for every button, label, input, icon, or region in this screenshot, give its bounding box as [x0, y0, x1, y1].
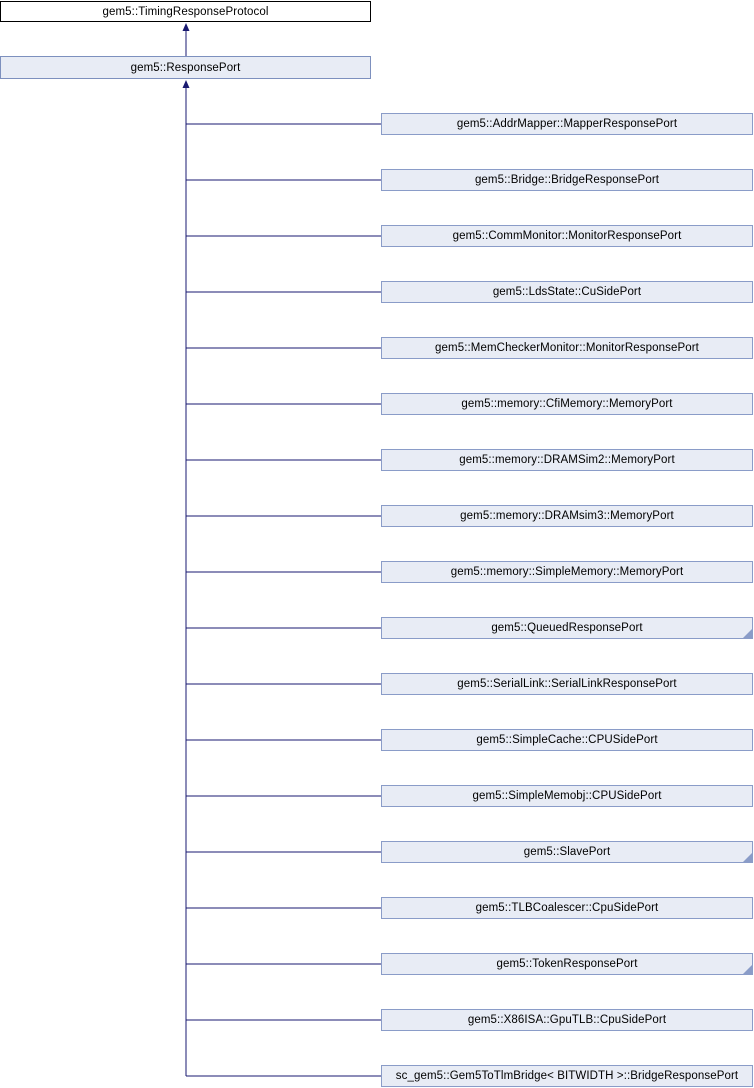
class-node[interactable]: gem5::Bridge::BridgeResponsePort: [381, 169, 753, 191]
class-node[interactable]: gem5::LdsState::CuSidePort: [381, 281, 753, 303]
class-node[interactable]: gem5::QueuedResponsePort: [381, 617, 753, 639]
class-node[interactable]: gem5::TokenResponsePort: [381, 953, 753, 975]
class-node[interactable]: gem5::MemCheckerMonitor::MonitorResponsePort: [381, 337, 753, 359]
class-node[interactable]: gem5::SlavePort: [381, 841, 753, 863]
class-node[interactable]: gem5::TLBCoalescer::CpuSidePort: [381, 897, 753, 919]
class-node-response-port-current: gem5::ResponsePort: [0, 56, 371, 79]
has-subclasses-indicator-icon: [743, 853, 752, 862]
class-node[interactable]: sc_gem5::Gem5ToTlmBridge< BITWIDTH >::BridgeResponsePort: [381, 1065, 753, 1087]
class-node[interactable]: gem5::AddrMapper::MapperResponsePort: [381, 113, 753, 135]
has-subclasses-indicator-icon: [743, 965, 752, 974]
class-node[interactable]: gem5::SerialLink::SerialLinkResponsePort: [381, 673, 753, 695]
class-node[interactable]: gem5::memory::DRAMsim3::MemoryPort: [381, 505, 753, 527]
class-node[interactable]: gem5::X86ISA::GpuTLB::CpuSidePort: [381, 1009, 753, 1031]
class-node-timing-response-protocol[interactable]: gem5::TimingResponseProtocol: [0, 1, 371, 22]
class-node[interactable]: gem5::SimpleCache::CPUSidePort: [381, 729, 753, 751]
class-node[interactable]: gem5::memory::SimpleMemory::MemoryPort: [381, 561, 753, 583]
class-node[interactable]: gem5::SimpleMemobj::CPUSidePort: [381, 785, 753, 807]
has-subclasses-indicator-icon: [743, 629, 752, 638]
class-node[interactable]: gem5::memory::CfiMemory::MemoryPort: [381, 393, 753, 415]
class-node[interactable]: gem5::memory::DRAMSim2::MemoryPort: [381, 449, 753, 471]
class-node[interactable]: gem5::CommMonitor::MonitorResponsePort: [381, 225, 753, 247]
